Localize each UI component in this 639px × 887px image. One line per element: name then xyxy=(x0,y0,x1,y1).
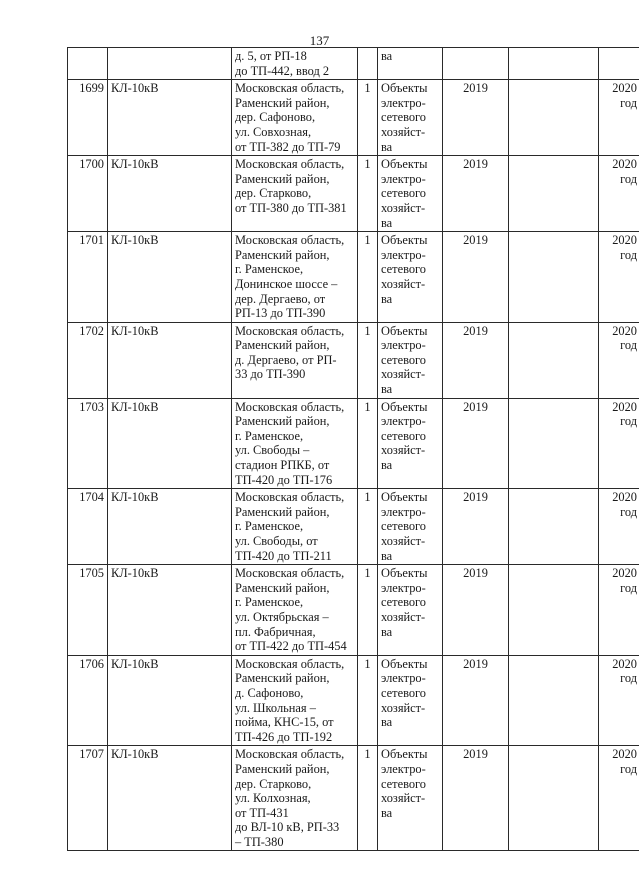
cell-object-type xyxy=(378,489,443,565)
address-line: дер. Сафоново, xyxy=(235,110,316,125)
address-line: до ТП-442, ввод 2 xyxy=(235,63,330,78)
object-type-line: сетевого xyxy=(381,685,426,700)
cell-number: 1699 xyxy=(68,80,108,156)
table-row xyxy=(68,80,639,156)
address-line: от ТП-422 до ТП-454 xyxy=(235,639,347,654)
cell-year: 2019 xyxy=(443,655,509,746)
cell-address xyxy=(232,655,358,746)
cell-completion xyxy=(599,565,639,656)
cell-year: 2019 xyxy=(443,746,509,851)
cell-completion xyxy=(599,232,639,323)
address-line: г. Раменское, xyxy=(235,595,304,610)
object-type-line: электро- xyxy=(381,171,426,186)
cell-quantity: 1 xyxy=(358,232,378,323)
cell-completion xyxy=(599,322,639,398)
cell-name: КЛ-10кВ xyxy=(108,156,232,232)
cell-quantity: 1 xyxy=(358,655,378,746)
table-row xyxy=(68,156,639,232)
address-line: Раменский район, xyxy=(235,414,330,429)
table-row xyxy=(68,489,639,565)
cell-address xyxy=(232,156,358,232)
object-type-line: Объекты xyxy=(381,490,428,505)
address-line: от ТП-382 до ТП-79 xyxy=(235,139,341,154)
cell-address xyxy=(232,489,358,565)
table-row xyxy=(68,322,639,398)
completion-line: год xyxy=(620,171,637,186)
object-type-line: сетевого xyxy=(381,186,426,201)
cell-empty xyxy=(509,156,599,232)
address-line: Раменский район, xyxy=(235,671,330,686)
object-type-line: хозяйст- xyxy=(381,124,426,139)
cell-number xyxy=(68,48,108,80)
object-type-line: ва xyxy=(381,624,393,639)
completion-line: 2020 xyxy=(612,233,637,248)
cell-empty xyxy=(509,232,599,323)
object-type-line: электро- xyxy=(381,338,426,353)
cell-address xyxy=(232,80,358,156)
completion-line: год xyxy=(620,414,637,429)
completion-line: год xyxy=(620,504,637,519)
completion-line: 2020 xyxy=(612,490,637,505)
page-number: 137 xyxy=(309,33,330,48)
cell-object-type xyxy=(378,565,443,656)
cell-quantity: 1 xyxy=(358,398,378,489)
address-line: дер. Старково, xyxy=(235,776,312,791)
cell-object-type xyxy=(378,48,443,80)
completion-line: год xyxy=(620,95,637,110)
object-type-line: хозяйст- xyxy=(381,367,426,382)
cell-name: КЛ-10кВ xyxy=(108,80,232,156)
cell-number: 1700 xyxy=(68,156,108,232)
cell-quantity: 1 xyxy=(358,489,378,565)
cell-year: 2019 xyxy=(443,489,509,565)
address-line: Московская область, xyxy=(235,323,345,338)
address-line: Московская область, xyxy=(235,81,345,96)
address-line: Московская область, xyxy=(235,656,345,671)
object-type-line: хозяйст- xyxy=(381,791,426,806)
completion-line: год xyxy=(620,671,637,686)
continuation-row xyxy=(68,48,639,80)
completion-line: 2020 xyxy=(612,157,637,172)
completion-line: год xyxy=(620,761,637,776)
completion-line: 2020 xyxy=(612,399,637,414)
object-type-line: электро- xyxy=(381,414,426,429)
object-type-line: ва xyxy=(381,291,393,306)
address-line: от ТП-380 до ТП-381 xyxy=(235,200,347,215)
address-line: д. 5, от РП-18 xyxy=(235,49,307,63)
completion-line: 2020 xyxy=(612,656,637,671)
object-type-line: хозяйст- xyxy=(381,200,426,215)
object-type-line: Объекты xyxy=(381,323,428,338)
cell-empty xyxy=(509,565,599,656)
completion-line: год xyxy=(620,338,637,353)
cell-completion xyxy=(599,48,639,80)
object-type-line: Объекты xyxy=(381,233,428,248)
address-line: до ВЛ-10 кВ, РП-33 xyxy=(235,820,340,835)
object-type-line: хозяйст- xyxy=(381,443,426,458)
cell-object-type xyxy=(378,156,443,232)
cell-name: КЛ-10кВ xyxy=(108,565,232,656)
cell-year: 2019 xyxy=(443,398,509,489)
cell-completion xyxy=(599,80,639,156)
cell-name: КЛ-10кВ xyxy=(108,398,232,489)
cell-year: 2019 xyxy=(443,80,509,156)
address-line: Московская область, xyxy=(235,157,345,172)
completion-line: 2020 xyxy=(612,566,637,581)
address-line: ул. Свободы – xyxy=(235,443,310,458)
object-type-line: электро- xyxy=(381,761,426,776)
object-type-line: хозяйст- xyxy=(381,609,426,624)
address-line: д. Сафоново, xyxy=(235,685,304,700)
address-line: ул. Октябрьская – xyxy=(235,609,329,624)
address-line: Раменский район, xyxy=(235,504,330,519)
address-line: Раменский район, xyxy=(235,761,330,776)
object-type-line: сетевого xyxy=(381,352,426,367)
object-type-line: ва xyxy=(381,548,393,563)
object-type-line: ва xyxy=(381,139,393,154)
cell-object-type xyxy=(378,232,443,323)
cell-empty xyxy=(509,398,599,489)
cell-quantity: 1 xyxy=(358,322,378,398)
address-line: Донинское шоссе – xyxy=(235,276,338,291)
cell-year xyxy=(443,48,509,80)
address-line: 33 до ТП-390 xyxy=(235,367,306,382)
cell-completion xyxy=(599,655,639,746)
address-line: пойма, КНС-15, от xyxy=(235,715,334,730)
object-type-line: Объекты xyxy=(381,566,428,581)
address-line: ул. Свободы, от xyxy=(235,534,318,548)
cell-quantity: 1 xyxy=(358,156,378,232)
cell-number: 1703 xyxy=(68,398,108,489)
cell-name: КЛ-10кВ xyxy=(108,746,232,851)
address-line: Раменский район, xyxy=(235,95,330,110)
cell-address xyxy=(232,746,358,851)
cell-object-type xyxy=(378,398,443,489)
object-type-line: Объекты xyxy=(381,399,428,414)
object-type-line: ва xyxy=(381,49,393,63)
object-type-line: Объекты xyxy=(381,656,428,671)
cell-address xyxy=(232,322,358,398)
object-type-line: Объекты xyxy=(381,747,428,762)
cell-quantity: 1 xyxy=(358,565,378,656)
object-type-line: электро- xyxy=(381,95,426,110)
cell-quantity: 1 xyxy=(358,80,378,156)
cell-empty xyxy=(509,80,599,156)
cell-number: 1704 xyxy=(68,489,108,565)
table-row xyxy=(68,746,639,851)
object-type-line: сетевого xyxy=(381,110,426,125)
object-type-line: хозяйст- xyxy=(381,534,426,548)
cell-year: 2019 xyxy=(443,565,509,656)
address-line: Московская область, xyxy=(235,233,345,248)
object-type-line: сетевого xyxy=(381,428,426,443)
address-line: Раменский район, xyxy=(235,580,330,595)
cell-number: 1705 xyxy=(68,565,108,656)
completion-line: 2020 xyxy=(612,747,637,762)
address-line: ТП-420 до ТП-211 xyxy=(235,548,332,563)
object-type-line: сетевого xyxy=(381,595,426,610)
cell-address xyxy=(232,232,358,323)
cell-name: КЛ-10кВ xyxy=(108,489,232,565)
address-line: – ТП-380 xyxy=(235,834,284,849)
cell-empty xyxy=(509,322,599,398)
table-row xyxy=(68,655,639,746)
object-type-line: сетевого xyxy=(381,776,426,791)
table-row xyxy=(68,565,639,656)
address-line: г. Раменское, xyxy=(235,519,304,534)
cell-empty xyxy=(509,489,599,565)
completion-line: год xyxy=(620,580,637,595)
cell-number: 1706 xyxy=(68,655,108,746)
cell-quantity xyxy=(358,48,378,80)
cell-completion xyxy=(599,746,639,851)
address-line: пл. Фабричная, xyxy=(235,624,316,639)
cell-number: 1707 xyxy=(68,746,108,851)
address-line: от ТП-431 xyxy=(235,805,289,820)
cell-quantity: 1 xyxy=(358,746,378,851)
completion-line: 2020 xyxy=(612,323,637,338)
registry-table xyxy=(67,47,639,851)
table-row xyxy=(68,398,639,489)
object-type-line: электро- xyxy=(381,671,426,686)
address-line: Раменский район, xyxy=(235,247,330,262)
address-line: Раменский район, xyxy=(235,338,330,353)
object-type-line: Объекты xyxy=(381,157,428,172)
address-line: дер. Дергаево, от xyxy=(235,291,326,306)
cell-name xyxy=(108,48,232,80)
address-line: Раменский район, xyxy=(235,171,330,186)
cell-address xyxy=(232,48,358,80)
cell-completion xyxy=(599,156,639,232)
address-line: ул. Школьная – xyxy=(235,700,316,715)
cell-object-type xyxy=(378,746,443,851)
cell-year: 2019 xyxy=(443,156,509,232)
object-type-line: сетевого xyxy=(381,519,426,534)
object-type-line: ва xyxy=(381,215,393,230)
object-type-line: хозяйст- xyxy=(381,700,426,715)
cell-empty xyxy=(509,746,599,851)
completion-line: год xyxy=(620,247,637,262)
address-line: РП-13 до ТП-390 xyxy=(235,306,326,321)
object-type-line: сетевого xyxy=(381,262,426,277)
cell-name: КЛ-10кВ xyxy=(108,322,232,398)
object-type-line: ва xyxy=(381,805,393,820)
cell-object-type xyxy=(378,80,443,156)
cell-address xyxy=(232,565,358,656)
address-line: ТП-420 до ТП-176 xyxy=(235,472,333,487)
completion-line: 2020 xyxy=(612,81,637,96)
object-type-line: Объекты xyxy=(381,81,428,96)
cell-completion xyxy=(599,489,639,565)
address-line: г. Раменское, xyxy=(235,262,304,277)
address-line: стадион РПКБ, от xyxy=(235,458,330,473)
object-type-line: ва xyxy=(381,382,393,397)
address-line: дер. Старково, xyxy=(235,186,312,201)
table-row xyxy=(68,232,639,323)
object-type-line: электро- xyxy=(381,504,426,519)
cell-object-type xyxy=(378,322,443,398)
cell-number: 1702 xyxy=(68,322,108,398)
address-line: Московская область, xyxy=(235,566,345,581)
cell-empty xyxy=(509,655,599,746)
object-type-line: ва xyxy=(381,458,393,473)
object-type-line: электро- xyxy=(381,580,426,595)
object-type-line: ва xyxy=(381,715,393,730)
cell-name: КЛ-10кВ xyxy=(108,655,232,746)
address-line: Московская область, xyxy=(235,490,345,505)
cell-object-type xyxy=(378,655,443,746)
address-line: д. Дергаево, от РП- xyxy=(235,352,337,367)
address-line: ТП-426 до ТП-192 xyxy=(235,729,333,744)
cell-address xyxy=(232,398,358,489)
address-line: Московская область, xyxy=(235,747,345,762)
cell-completion xyxy=(599,398,639,489)
cell-number: 1701 xyxy=(68,232,108,323)
cell-year: 2019 xyxy=(443,322,509,398)
object-type-line: хозяйст- xyxy=(381,276,426,291)
address-line: ул. Колхозная, xyxy=(235,791,311,806)
cell-name: КЛ-10кВ xyxy=(108,232,232,323)
object-type-line: электро- xyxy=(381,247,426,262)
address-line: Московская область, xyxy=(235,399,345,414)
address-line: г. Раменское, xyxy=(235,428,304,443)
cell-empty xyxy=(509,48,599,80)
cell-year: 2019 xyxy=(443,232,509,323)
address-line: ул. Совхозная, xyxy=(235,124,312,139)
